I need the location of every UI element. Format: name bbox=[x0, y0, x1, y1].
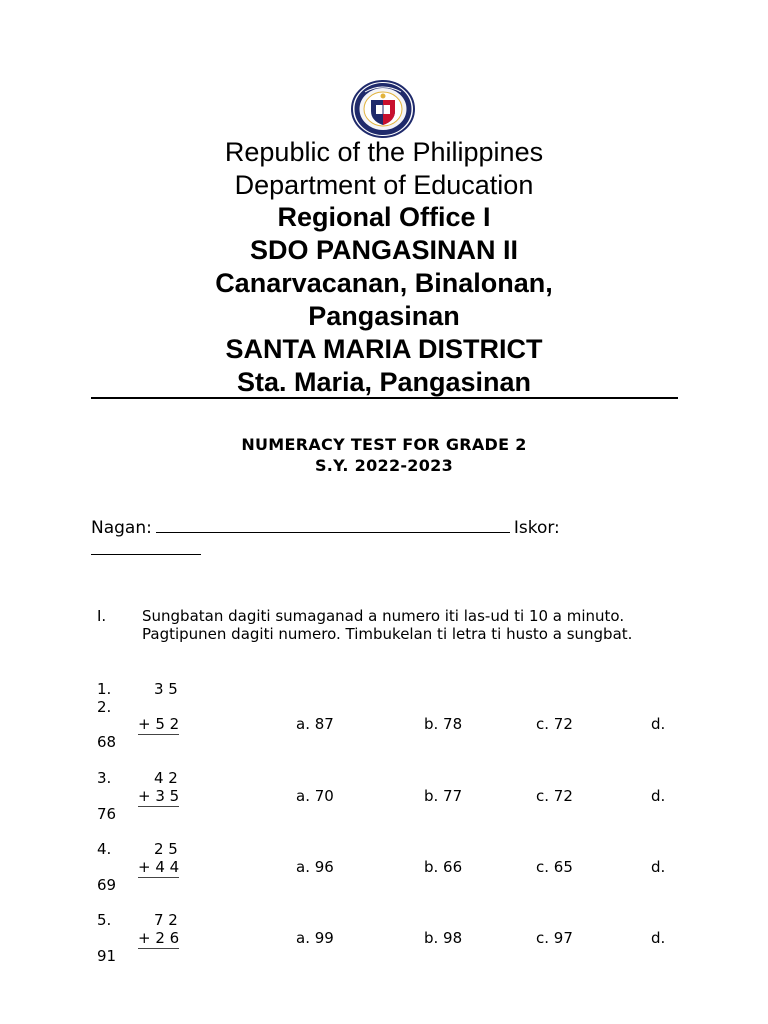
header-district-address: Sta. Maria, Pangasinan bbox=[236, 367, 532, 397]
choice-b[interactable]: b. 78 bbox=[424, 715, 463, 733]
header-divider bbox=[91, 397, 678, 399]
header-district: SANTA MARIA DISTRICT bbox=[225, 334, 543, 364]
header-republic: Republic of the Philippines bbox=[224, 137, 544, 167]
test-title: NUMERACY TEST FOR GRADE 2 bbox=[241, 435, 527, 454]
item-number: 3. bbox=[97, 769, 112, 787]
choice-a[interactable]: a. 70 bbox=[296, 787, 334, 805]
section-number: I. bbox=[97, 607, 107, 625]
choice-c[interactable]: c. 65 bbox=[536, 858, 573, 876]
choice-d-value[interactable]: 76 bbox=[97, 805, 117, 823]
item-number: 4. bbox=[97, 840, 112, 858]
choice-d-letter[interactable]: d. bbox=[651, 787, 666, 805]
choice-d-letter[interactable]: d. bbox=[651, 715, 666, 733]
addend-bottom: + 2 6 bbox=[138, 929, 180, 947]
name-field-row bbox=[91, 514, 560, 540]
choice-b[interactable]: b. 77 bbox=[424, 787, 463, 805]
item-number: 5. bbox=[97, 911, 112, 929]
choice-d-letter[interactable]: d. bbox=[651, 858, 666, 876]
name-blank[interactable] bbox=[156, 514, 510, 533]
choice-b[interactable]: b. 98 bbox=[424, 929, 463, 947]
addend-top: 3 5 bbox=[154, 680, 178, 698]
score-blank[interactable] bbox=[91, 554, 201, 555]
choice-d-value[interactable]: 91 bbox=[97, 947, 117, 965]
school-year: S.Y. 2022-2023 bbox=[314, 456, 454, 475]
choice-a[interactable]: a. 96 bbox=[296, 858, 334, 876]
addend-bottom: + 5 2 bbox=[138, 715, 180, 733]
section-instruction: Sungbatan dagiti sumaganad a numero iti las-ud ti 10 a minuto. Pagtipunen dagiti numero. Timbukelan ti letra ti husto a sungbat. bbox=[142, 607, 633, 643]
choice-a[interactable]: a. 99 bbox=[296, 929, 334, 947]
addend-bottom: + 3 5 bbox=[138, 787, 180, 805]
deped-seal-icon bbox=[351, 80, 415, 138]
choice-c[interactable]: c. 72 bbox=[536, 715, 573, 733]
choice-d-value[interactable]: 68 bbox=[97, 733, 117, 751]
name-label: Nagan: bbox=[91, 518, 152, 538]
header-department: Department of Education bbox=[234, 170, 534, 200]
choice-c[interactable]: c. 72 bbox=[536, 787, 573, 805]
addend-top: 4 2 bbox=[154, 769, 178, 787]
header-sdo: SDO PANGASINAN II bbox=[249, 235, 519, 265]
choice-a[interactable]: a. 87 bbox=[296, 715, 334, 733]
addend-bottom: + 4 4 bbox=[138, 858, 180, 876]
header-regional-office: Regional Office I bbox=[277, 202, 491, 232]
score-label: Iskor: bbox=[513, 518, 560, 538]
choice-d-letter[interactable]: d. bbox=[651, 929, 666, 947]
choice-b[interactable]: b. 66 bbox=[424, 858, 463, 876]
addend-top: 7 2 bbox=[154, 911, 178, 929]
addend-top: 2 5 bbox=[154, 840, 178, 858]
choice-d-value[interactable]: 69 bbox=[97, 876, 117, 894]
item-number-2: 2. bbox=[97, 698, 112, 716]
item-number: 1. bbox=[97, 680, 112, 698]
choice-c[interactable]: c. 97 bbox=[536, 929, 573, 947]
header-address-line2: Pangasinan bbox=[308, 301, 460, 331]
header-address-line1: Canarvacanan, Binalonan, bbox=[215, 268, 553, 298]
